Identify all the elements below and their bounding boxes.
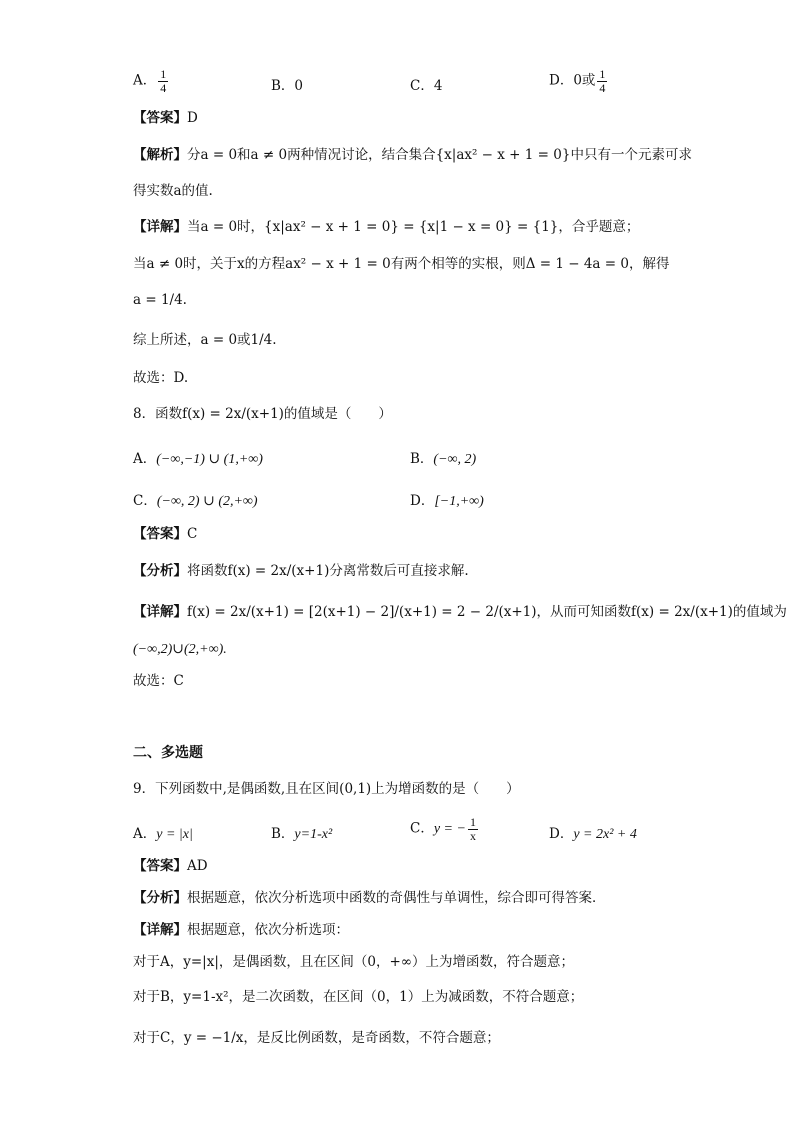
q8-option-a: A．(−∞,−1) ∪ (1,+∞) [133,451,263,467]
q8-option-b: B．(−∞, 2) [410,451,477,467]
q8-option-c: C．(−∞, 2) ∪ (2,+∞) [133,493,258,509]
q7-option-d: D．0或 $\frac{1}{4}$ [549,67,606,95]
q7-detail-line3: a = 1/4. [133,292,187,308]
q9-answer: 【答案】AD [133,858,208,874]
q7-option-b: B．0 [271,78,304,94]
q8-detail-line1: 【详解】f(x) = 2x/(x+1) = [2(x+1) − 2]/(x+1) = 2 − 2/(x+1)，从而可知函数f(x) = 2x/(x+1)的值域为 [133,604,787,620]
q9-detail-c: 对于C，y = −1/x，是反比例函数，是奇函数，不符合题意； [133,1030,500,1046]
q8-answer: 【答案】C [133,526,198,542]
q7-option-a: A． $\frac{1}{4}$ [133,67,167,95]
q9-question: 9．下列函数中,是偶函数,且在区间(0,1)上为增函数的是（ ） [133,781,520,797]
q9-analysis: 【分析】根据题意，依次分析选项中函数的奇偶性与单调性，综合即可得答案． [133,890,606,906]
fraction-value: $\frac{1}{x}$ [469,815,476,843]
q8-analysis: 【分析】将函数f(x) = 2x/(x+1)分离常数后可直接求解. [133,563,469,579]
q9-option-d: D．y = 2x² + 4 [549,826,637,842]
q8-detail-line2: (−∞,2)∪(2,+∞). [133,642,227,657]
fraction-value: $\frac{1}{4}$ [160,67,167,95]
q7-analysis-line2: 得实数a的值. [133,183,213,199]
q7-summary: 综上所述，a = 0或1/4. [133,332,277,348]
q7-analysis-line1: 【解析】分a = 0和a ≠ 0两种情况讨论，结合集合{x|ax² − x + 1 = 0}中只有一个元素可求 [133,147,692,163]
fraction-value: $\frac{1}{4}$ [599,67,606,95]
q8-question: 8．函数f(x) = 2x/(x+1)的值域是（ ） [133,406,392,422]
q9-detail-b: 对于B，y=1-x²，是二次函数，在区间（0，1）上为减函数，不符合题意； [133,989,584,1005]
q9-option-b: B．y=1-x² [271,826,333,842]
q9-option-a: A．y = |x| [133,826,193,842]
q8-option-d: D．[−1,+∞) [410,493,484,509]
q7-choose: 故选：D. [133,370,189,386]
q7-answer: 【答案】D [133,110,198,126]
q7-detail-line2: 当a ≠ 0时，关于x的方程ax² − x + 1 = 0有两个相等的实根，则Δ = 1 − 4a = 0，解得 [133,256,670,272]
q8-choose: 故选：C [133,673,184,689]
q9-option-c: C．y = − $\frac{1}{x}$ [410,815,476,843]
q9-detail-a: 对于A，y=|x|，是偶函数，且在区间（0，+∞）上为增函数，符合题意； [133,954,575,970]
q7-option-c: C．4 [410,78,443,94]
section-title: 二、多选题 [133,745,203,761]
q9-detail-intro: 【详解】根据题意，依次分析选项： [133,922,349,938]
q7-detail-line1: 【详解】当a = 0时，{x|ax² − x + 1 = 0} = {x|1 − x = 0} = {1}，合乎题意； [133,219,640,235]
